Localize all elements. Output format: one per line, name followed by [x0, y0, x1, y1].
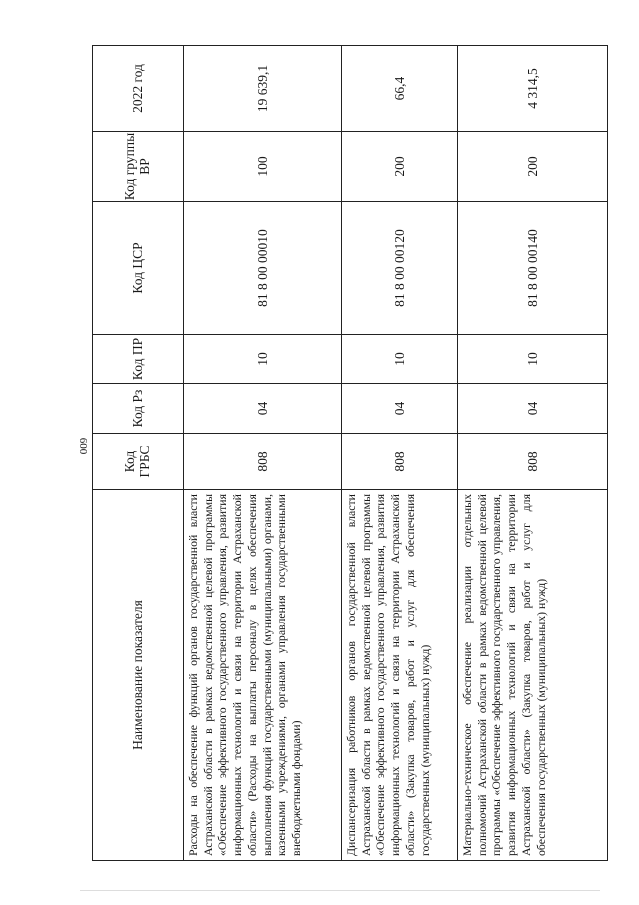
header-rz-code: Код Рз — [93, 384, 184, 434]
rotated-table-container — [92, 46, 606, 861]
row-rz-code: 04 — [184, 384, 342, 434]
header-csr-code: Код ЦСР — [93, 202, 184, 335]
row-rz-code: 04 — [458, 384, 608, 434]
header-grbs-code: Код ГРБС — [93, 434, 184, 490]
row-csr-code: 81 8 00 00120 — [342, 202, 458, 335]
row-pr-code: 10 — [458, 335, 608, 384]
row-indicator-name: Расходы на обеспечение функций органов государственной власти Астраханской области в рамках ведомственной целевой программы «Обеспечение эффективного государственного управления, развития информационных технологий и связи на территории Астраханской области» (Расходы на выплаты персоналу в целях обеспечения выполнения функций государственными (муниципальными) органами, казенными учреждениями, органами управления государственными внебюджетными фондами) — [184, 490, 342, 861]
row-rz-code: 04 — [342, 384, 458, 434]
page-number: 600 — [77, 437, 89, 455]
row-vr-group-code: 200 — [458, 132, 608, 202]
row-indicator-name: Материально-техническое обеспечение реализации отдельных полномочий Астраханской области в рамках ведомственной целевой программы «Обеспечение эффективного государственного управления, развития информационных технологий и связи на территории Астраханской области» (Закупка товаров, работ и услуг для обеспечения государственных (муниципальных) нужд) — [458, 490, 608, 861]
header-year-2022: 2022 год — [93, 46, 184, 132]
table-header-row — [93, 46, 184, 861]
header-pr-code: Код ПР — [93, 335, 184, 384]
row-amount-2022: 66,4 — [342, 46, 458, 132]
row-csr-code: 81 8 00 00010 — [184, 202, 342, 335]
row-vr-group-code: 100 — [184, 132, 342, 202]
scan-edge-line — [80, 890, 600, 891]
row-vr-group-code: 200 — [342, 132, 458, 202]
header-vr-group-code: Код группы ВР — [93, 132, 184, 202]
header-indicator-name: Наименование показателя — [93, 490, 184, 861]
row-indicator-name: Диспансеризация работников органов государственной власти Астраханской области в рамках ведомственной целевой программы «Обеспечение эффективного государственного управления, развития информационных технологий и связи на территории Астраханской области» (Закупка товаров, работ и услуг для обеспечения государственных (муниципальных) нужд) — [342, 490, 458, 861]
row-grbs-code: 808 — [458, 434, 608, 490]
budget-table — [92, 45, 608, 861]
row-amount-2022: 19 639,1 — [184, 46, 342, 132]
row-amount-2022: 4 314,5 — [458, 46, 608, 132]
table-row — [458, 46, 608, 861]
row-grbs-code: 808 — [342, 434, 458, 490]
table-row — [342, 46, 458, 861]
table-row — [184, 46, 342, 861]
row-pr-code: 10 — [184, 335, 342, 384]
row-csr-code: 81 8 00 00140 — [458, 202, 608, 335]
row-pr-code: 10 — [342, 335, 458, 384]
row-grbs-code: 808 — [184, 434, 342, 490]
